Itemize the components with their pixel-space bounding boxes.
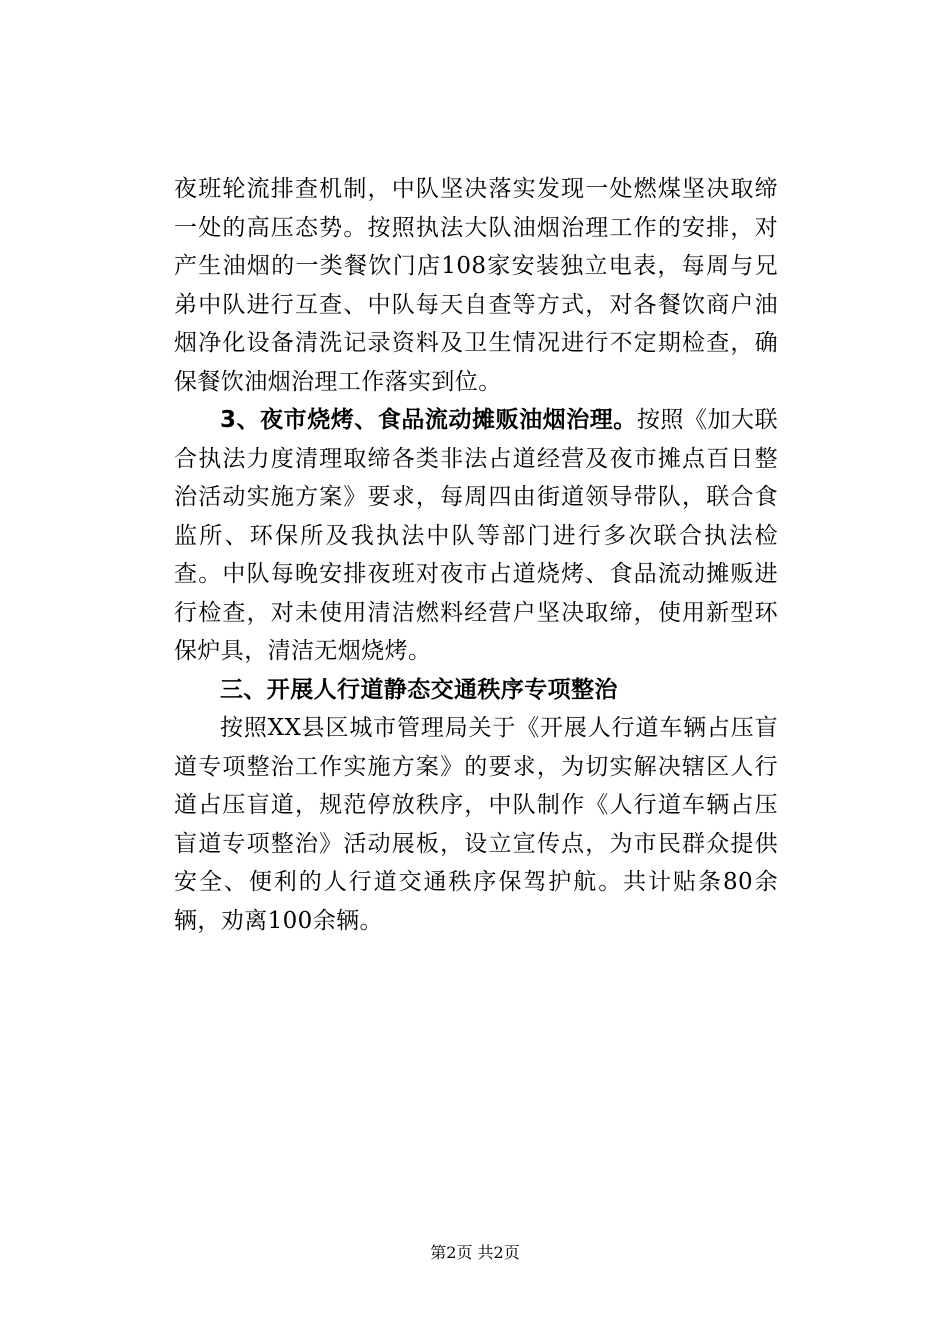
page-number-footer: 第2页 共2页 xyxy=(430,1243,520,1262)
item-3-paragraph xyxy=(174,401,778,671)
paragraph-continuation: 夜班轮流排查机制，中队坚决落实发现一处燃煤坚决取缔一处的高压态势。按照执法大队油烟治理工作的安排，对产生油烟的一类餐饮门店108家安装独立电表，每周与兄弟中队进行互查、中队每天自查等方式，对各餐饮商户油烟净化设备清洗记录资料及卫生情况进行不定期检查，确保餐饮油烟治理工作落实到位。 xyxy=(174,176,778,395)
document-body xyxy=(174,170,778,940)
section-3-heading: 三、开展人行道静态交通秩序专项整治 xyxy=(220,676,618,703)
item-3-title: 3、夜市烧烤、食品流动摊贩油烟治理。 xyxy=(220,407,637,433)
section-3-paragraph: 按照XX县区城市管理局关于《开展人行道车辆占压盲道专项整治工作实施方案》的要求，为切实解决辖区人行道占压盲道，规范停放秩序，中队制作《人行道车辆占压盲道专项整治》活动展板，设立宣传点，为市民群众提供安全、便利的人行道交通秩序保驾护航。共计贴条80余辆，劝离100余辆。 xyxy=(174,715,778,934)
item-3-body: 按照《加大联合执法力度清理取缔各类非法占道经营及夜市摊点百日整治活动实施方案》要求，每周四由街道领导带队，联合食监所、环保所及我执法中队等部门进行多次联合执法检查。中队每晚安排夜班对夜市占道烧烤、食品流动摊贩进行检查，对未使用清洁燃料经营户坚决取缔，使用新型环保炉具，清洁无烟烧烤。 xyxy=(174,407,778,664)
